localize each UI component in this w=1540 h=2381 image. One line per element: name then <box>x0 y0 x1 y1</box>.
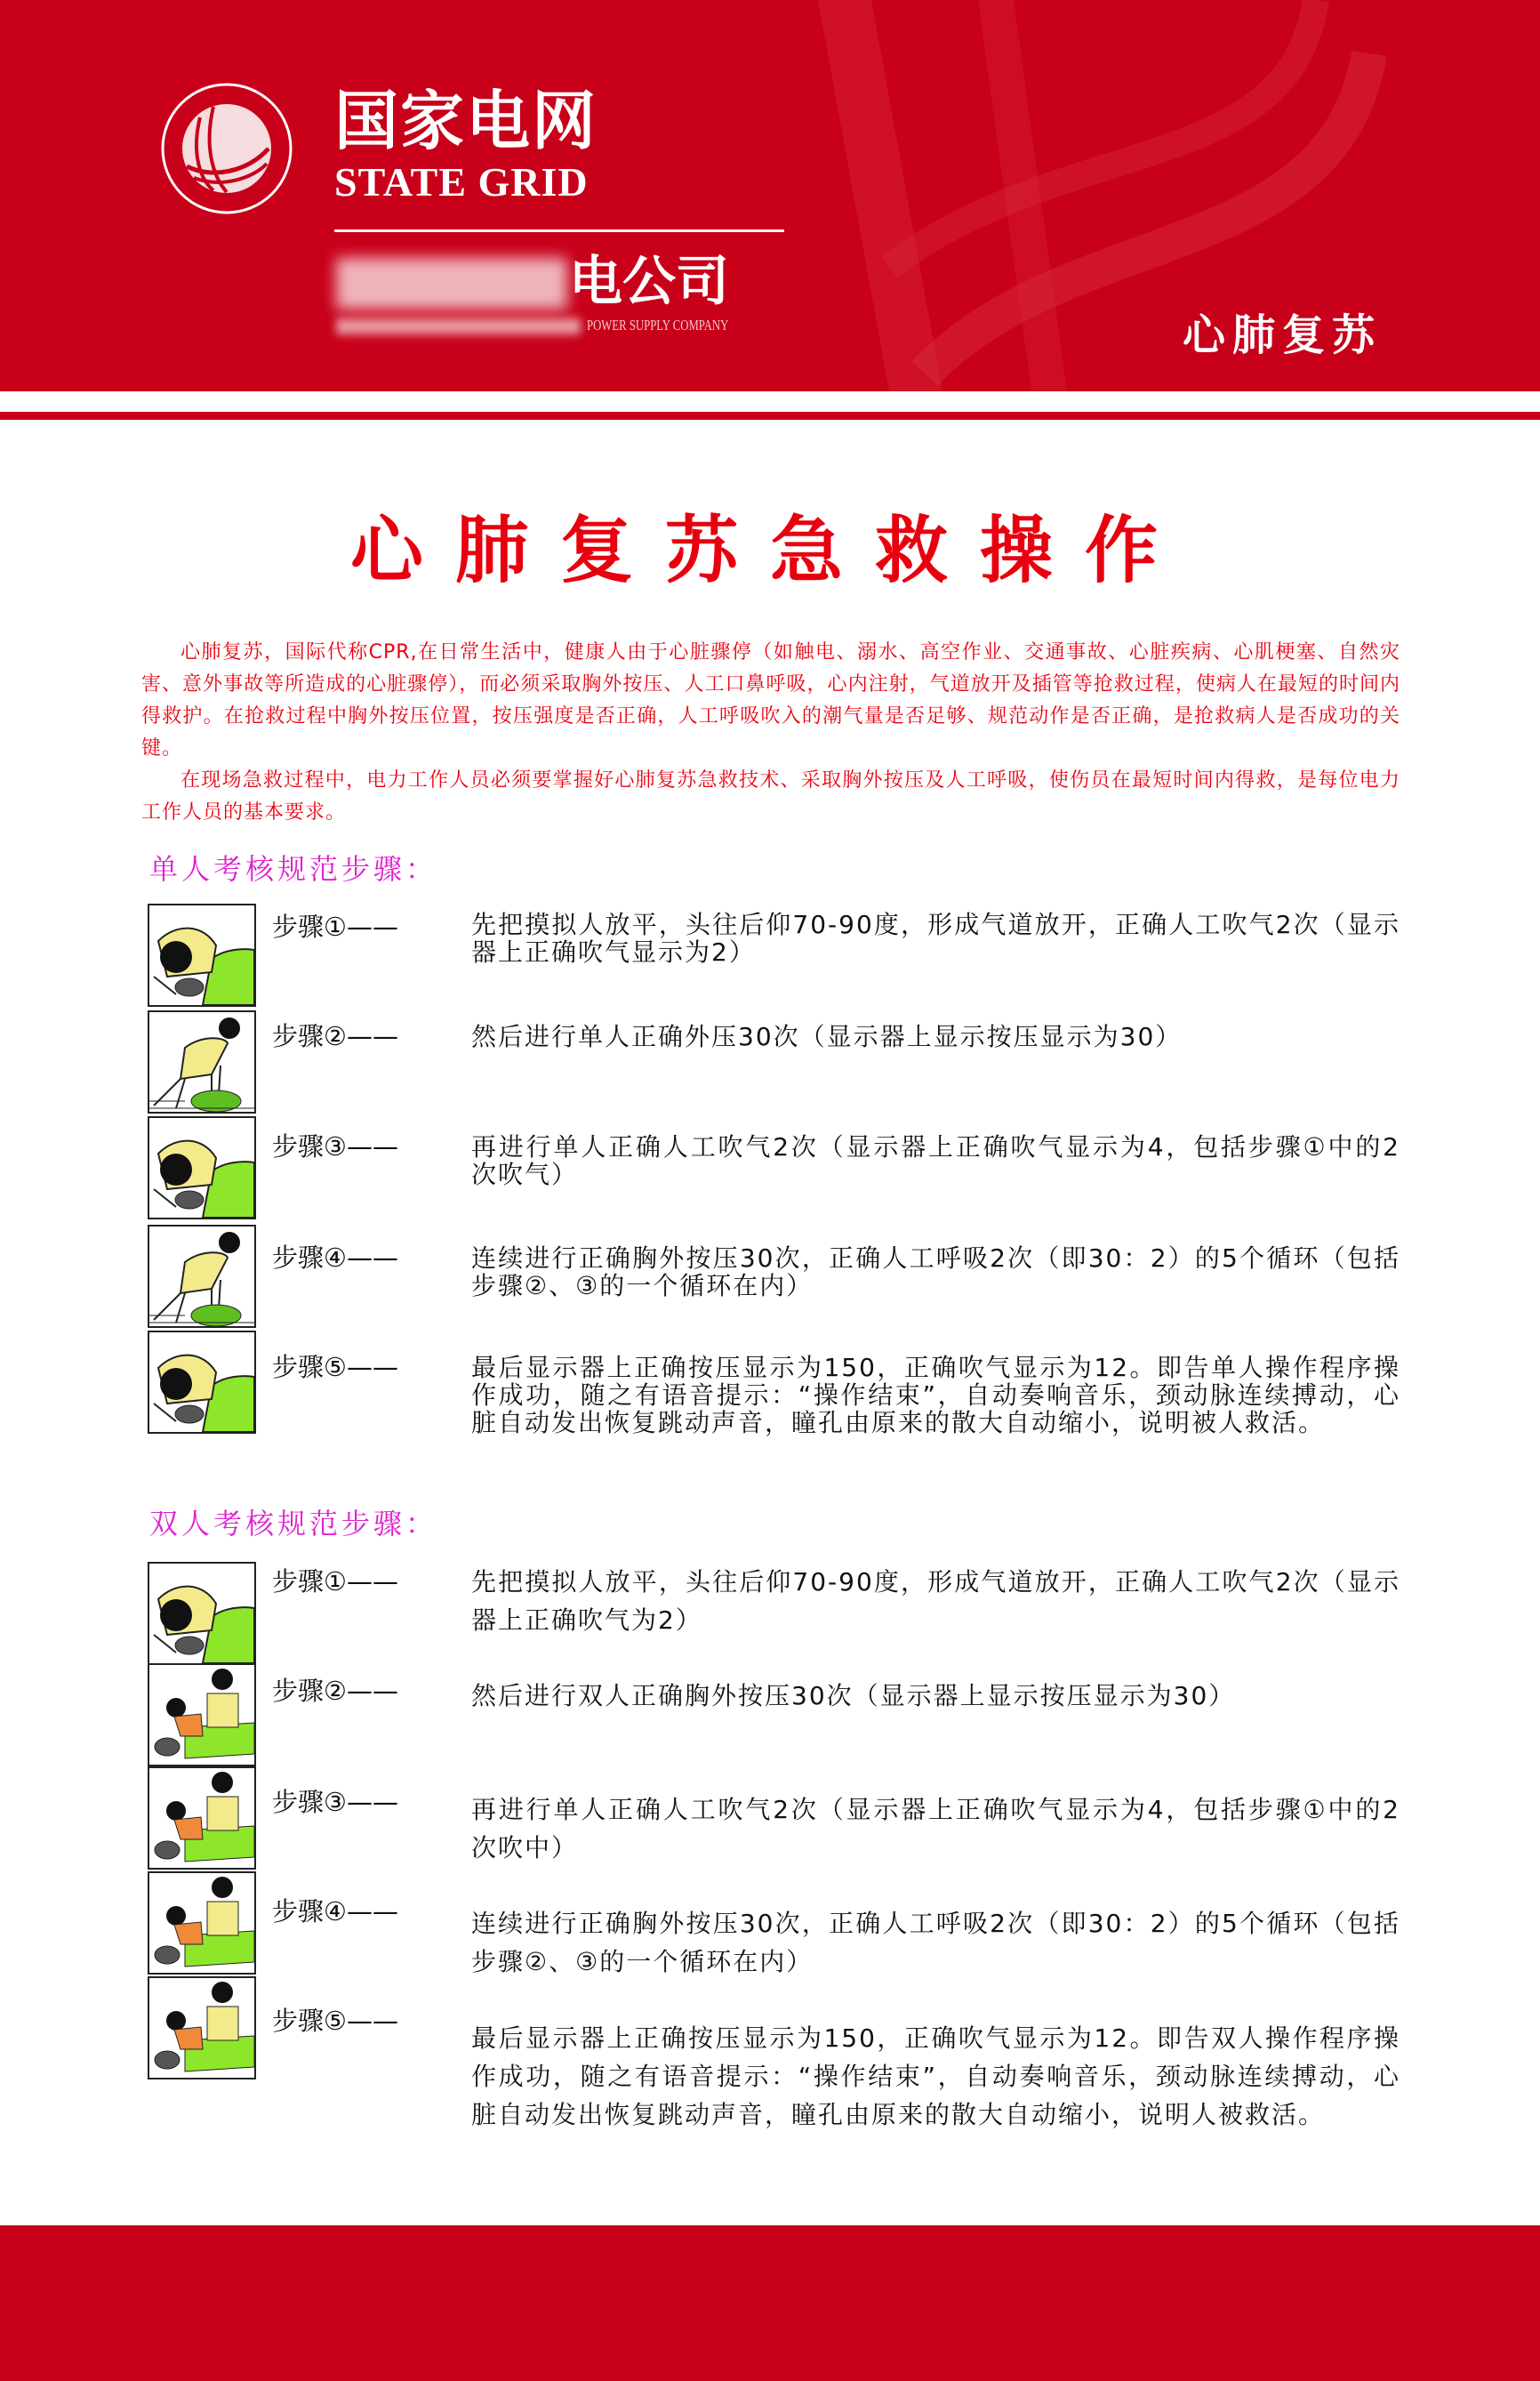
step-label: 步骤④—— <box>272 1896 398 1927</box>
step-illustration-mouth-to-mouth <box>148 1331 256 1434</box>
step-text: 再进行单人正确人工吹气2次（显示器上正确吹气显示为4，包括步骤①中的2次吹气） <box>471 1132 1400 1189</box>
step-text: 连续进行正确胸外按压30次，正确人工呼吸2次（即30：2）的5个循环（包括步骤②、③的一个循环在内） <box>471 1909 1400 1976</box>
step-illustration-two-person <box>148 1766 256 1870</box>
step-label: 步骤①—— <box>272 912 398 942</box>
step-label: 步骤③—— <box>272 1131 398 1162</box>
step-label: 步骤②—— <box>272 1021 398 1051</box>
step-text: 再进行单人正确人工吹气2次（显示器上正确吹气显示为4，包括步骤①中的2次吹中） <box>471 1795 1400 1862</box>
step-illustration-mouth-to-mouth <box>148 904 256 1007</box>
step-illustration-chest-compression <box>148 1225 256 1328</box>
header-banner <box>0 0 1540 391</box>
red-stripe <box>0 412 1540 420</box>
company-english-name: POWER SUPPLY COMPANY <box>587 317 729 334</box>
step-text: 最后显示器上正确按压显示为150，正确吹气显示为12。即告双人操作程序操作成功，随之有语音提示：“操作结束”，自动奏响音乐，颈动脉连续搏动，心脏自动发出恢复跳动声音，瞳孔由原来的散大自动缩小，说明人被救活。 <box>471 2023 1400 2129</box>
topic-label: 心肺复苏 <box>1183 310 1383 360</box>
step-illustration-two-person <box>148 1663 256 1766</box>
step-text: 然后进行单人正确外压30次（显示器上显示按压显示为30） <box>471 1022 1183 1051</box>
step-label: 步骤③—— <box>272 1787 398 1817</box>
step-text: 先把摸拟人放平，头往后仰70-90度，形成气道放开，正确人工吹气2次（显示器上正确吹气为2） <box>471 1567 1400 1635</box>
step-text: 然后进行双人正确胸外按压30次（显示器上显示按压显示为30） <box>471 1681 1236 1710</box>
two-person-heading: 双人考核规范步骤： <box>149 1507 438 1540</box>
intro-paragraph: 心肺复苏，国际代称CPR,在日常生活中，健康人由于心脏骤停（如触电、溺水、高空作业、交通事故、心脏疾病、心肌梗塞、自然灾害、意外事故等所造成的心脏骤停），而必须采取胸外按压、人工口鼻呼吸，心内注射，气道放开及插管等抢救过程，使病人在最短的时间内得救护。在抢救过程中胸外按压位置，按压强度是否正确，人工呼吸吹入的潮气量是否足够、规范动作是否正确，是抢救病人是否成功的关键。 <box>141 641 1400 760</box>
logo-english-name: STATE GRID <box>334 159 589 205</box>
step-text: 最后显示器上正确按压显示为150，正确吹气显示为12。即告单人操作程序操作成功，随之有语音提示：“操作结束”，自动奏响音乐，颈动脉连续搏动，心脏自动发出恢复跳动声音，瞳孔由原来的散大自动缩小，说明被人救活。 <box>471 1353 1400 1437</box>
step-label: 步骤⑤—— <box>272 1352 398 1382</box>
blurred-region <box>336 318 581 334</box>
blurred-region <box>336 258 567 310</box>
step-text: 连续进行正确胸外按压30次，正确人工呼吸2次（即30：2）的5个循环（包括步骤②、③的一个循环在内） <box>471 1243 1400 1300</box>
step-text: 先把摸拟人放平，头往后仰70-90度，形成气道放开，正确人工吹气2次（显示器上正确吹气显示为2） <box>471 910 1400 967</box>
single-person-heading: 单人考核规范步骤： <box>149 852 438 886</box>
page-title: 心肺复苏急救操作 <box>349 509 1190 593</box>
intro-paragraph: 在现场急救过程中，电力工作人员必须要掌握好心肺复苏急救技术、采取胸外按压及人工呼吸，使伤员在最短时间内得救，是每位电力工作人员的基本要求。 <box>141 769 1400 824</box>
step-illustration-mouth-to-mouth <box>148 1562 256 1665</box>
footer-banner <box>0 2225 1540 2381</box>
step-illustration-chest-compression <box>148 1010 256 1114</box>
step-illustration-two-person <box>148 1976 256 2079</box>
step-illustration-mouth-to-mouth <box>148 1116 256 1219</box>
step-label: 步骤④—— <box>272 1243 398 1273</box>
state-grid-logo-icon <box>160 82 293 215</box>
logo-chinese-name: 国家电网 <box>334 84 598 158</box>
step-label: 步骤②—— <box>272 1676 398 1706</box>
divider <box>334 229 784 232</box>
step-label: 步骤①—— <box>272 1566 398 1597</box>
step-illustration-two-person <box>148 1871 256 1975</box>
step-label: 步骤⑤—— <box>272 2006 398 2036</box>
company-name: 电公司 <box>569 251 729 313</box>
